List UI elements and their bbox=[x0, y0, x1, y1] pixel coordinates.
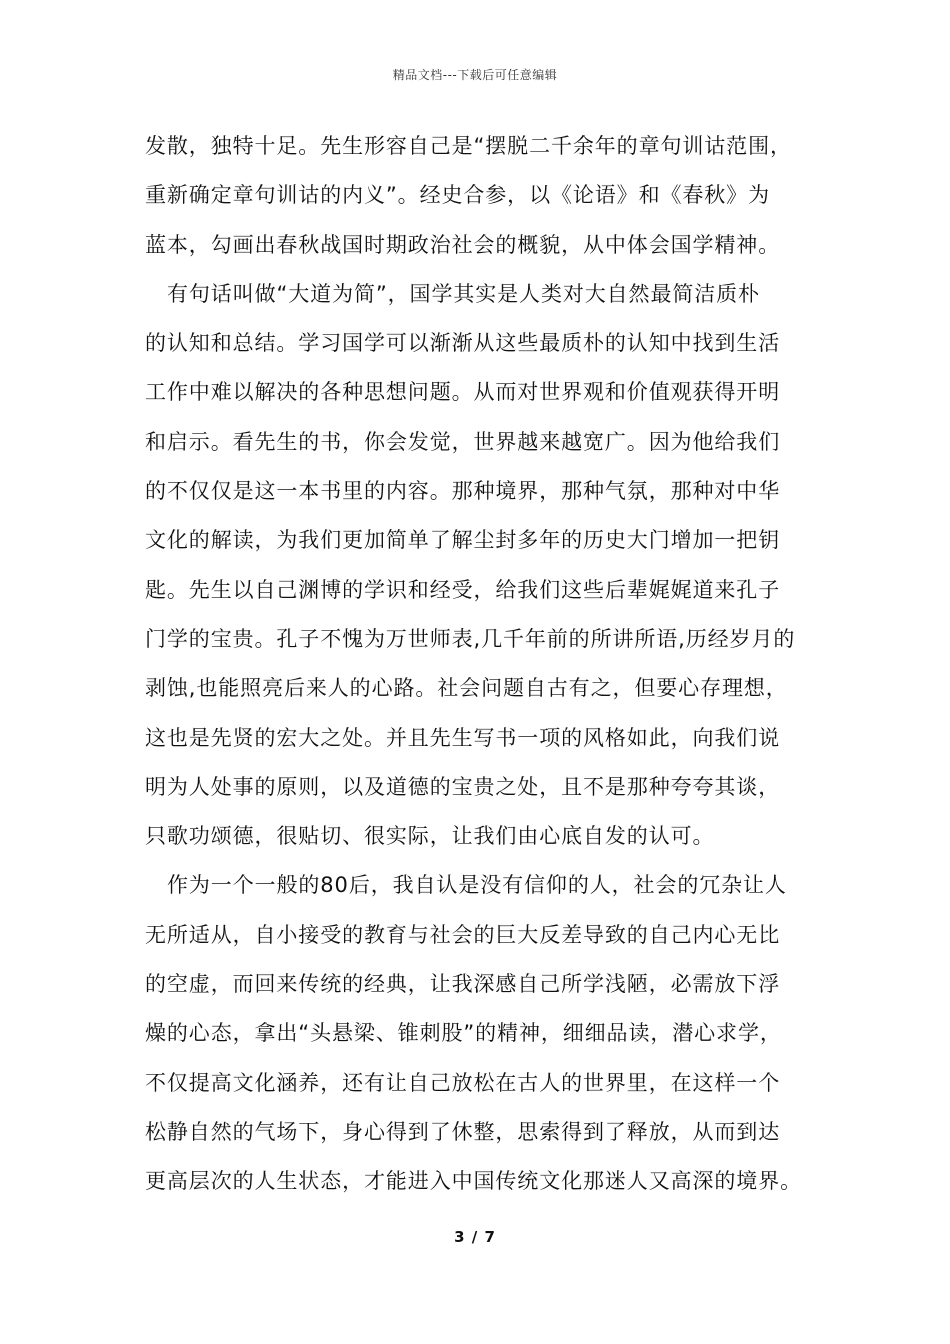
page-header: 精品文档---下载后可任意编辑 bbox=[392, 68, 558, 82]
text-line: 和启示。看先生的书，你会发觉，世界越来越宽广。因为他给我们 bbox=[145, 429, 781, 454]
text-line: 剥蚀,也能照亮后来人的心路。社会问题自古有之，但要心存理想， bbox=[145, 676, 788, 701]
text-line: 明为人处事的原则，以及道德的宝贵之处，且不是那种夸夸其谈， bbox=[145, 774, 781, 799]
text-line: 更高层次的人生状态，才能进入中国传统文化那迷人又高深的境界。 bbox=[145, 1169, 802, 1194]
page-number: 3 / 7 bbox=[454, 1228, 496, 1246]
text-line: 工作中难以解决的各种思想问题。从而对世界观和价值观获得开明 bbox=[145, 380, 781, 405]
text-line: 的空虚，而回来传统的经典，让我深感自己所学浅陋，必需放下浮 bbox=[145, 972, 781, 997]
text-line: 门学的宝贵。孔子不愧为万世师表,几千年前的所讲所语,历经岁月的 bbox=[145, 626, 796, 651]
text-line: 发散，独特十足。先生形容自己是“摆脱二千余年的章句训诂范围， bbox=[145, 134, 792, 158]
text-line: 重新确定章句训诂的内义”。经史合参，以《论语》和《春秋》为 bbox=[145, 183, 770, 208]
text-line: 无所适从，自小接受的教育与社会的巨大反差导致的自己内心无比 bbox=[145, 922, 781, 947]
text-line: 这也是先贤的宏大之处。并且先生写书一项的风格如此，向我们说 bbox=[145, 725, 781, 750]
paragraph-start-line: 作为一个一般的80后，我自认是没有信仰的人，社会的冗杂让人 bbox=[167, 873, 787, 898]
text-line: 不仅提高文化涵养，还有让自己放松在古人的世界里，在这样一个 bbox=[145, 1070, 781, 1095]
paragraph-start-line: 有句话叫做“大道为简”，国学其实是人类对大自然最简洁质朴 bbox=[167, 281, 760, 306]
text-line: 的不仅仅是这一本书里的内容。那种境界，那种气氛，那种对中华 bbox=[145, 479, 781, 504]
text-line: 蓝本，勾画出春秋战国时期政治社会的概貌，从中体会国学精神。 bbox=[145, 232, 781, 257]
text-line: 文化的解读，为我们更加简单了解尘封多年的历史大门增加一把钥 bbox=[145, 528, 781, 553]
body-text bbox=[145, 122, 810, 1207]
text-line: 的认知和总结。学习国学可以渐渐从这些最质朴的认知中找到生活 bbox=[145, 331, 781, 356]
text-line: 匙。先生以自己渊博的学识和经受，给我们这些后辈娓娓道来孔子 bbox=[145, 577, 781, 602]
text-line: 松静自然的气场下，身心得到了休整，思索得到了释放，从而到达 bbox=[145, 1119, 781, 1144]
text-line: 只歌功颂德，很贴切、很实际，让我们由心底自发的认可。 bbox=[145, 824, 715, 849]
text-line: 燥的心态，拿出“头悬梁、锥刺股”的精神，细细品读，潜心求学， bbox=[145, 1021, 782, 1046]
